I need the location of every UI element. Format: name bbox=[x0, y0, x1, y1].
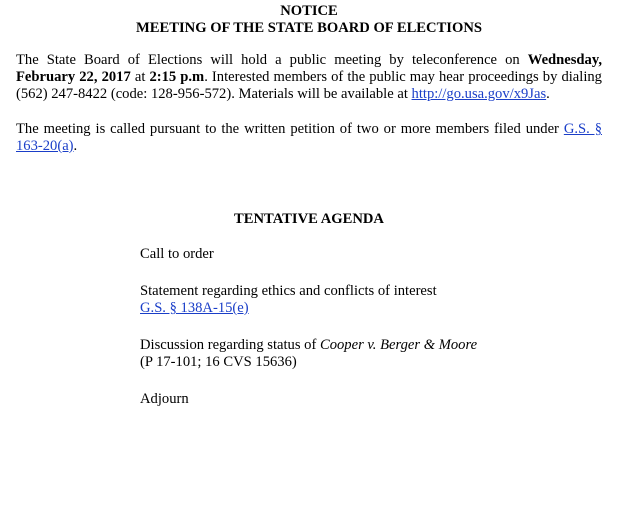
case-name: Cooper v. Berger & Moore bbox=[319, 337, 478, 353]
notice-subtitle: MEETING OF THE STATE BOARD OF ELECTIONS bbox=[136, 20, 482, 36]
meeting-date: Wednesday, February 22, 2017 bbox=[16, 52, 602, 85]
agenda-item-label: Adjourn bbox=[140, 391, 189, 407]
agenda-item-label: Statement regarding ethics and conflicts of interest bbox=[140, 283, 437, 299]
agenda-item-label: Call to order bbox=[140, 246, 214, 262]
agenda-item-adjourn bbox=[140, 391, 602, 408]
materials-link[interactable]: http://go.usa.gov/x9Jas bbox=[411, 86, 547, 102]
agenda-item-call-to-order bbox=[140, 246, 602, 263]
petition-end-punct: . bbox=[73, 138, 78, 154]
meeting-at-text: at bbox=[130, 69, 150, 85]
agenda-list bbox=[140, 246, 602, 408]
agenda-item-case-discussion bbox=[140, 337, 602, 371]
meeting-details-paragraph bbox=[16, 52, 602, 103]
document-page bbox=[16, 0, 602, 428]
agenda-item-label bbox=[140, 337, 602, 354]
agenda-item-label-prefix: Discussion regarding status of bbox=[140, 337, 320, 353]
meeting-dial-text: . Interested members of the public may hear proceedings by dialing (562) 247-8422 (code: 128-956-572). Materials will be available at bbox=[16, 69, 602, 102]
statute-link-163-20a[interactable]: G.S. § 163-20(a) bbox=[16, 121, 602, 154]
agenda-item-ethics-statement bbox=[140, 283, 602, 317]
statute-link-138a-15e[interactable]: G.S. § 138A-15(e) bbox=[140, 300, 249, 316]
agenda-title: TENTATIVE AGENDA bbox=[234, 211, 384, 227]
meeting-time: 2:15 p.m bbox=[149, 69, 205, 85]
petition-paragraph bbox=[16, 121, 602, 155]
notice-title: NOTICE bbox=[280, 3, 338, 19]
meeting-intro-text: The State Board of Elections will hold a public meeting by teleconference on bbox=[16, 52, 528, 68]
case-number: (P 17-101; 16 CVS 15636) bbox=[140, 354, 297, 370]
petition-text: The meeting is called pursuant to the written petition of two or more members filed under bbox=[16, 121, 564, 137]
meeting-end-punct: . bbox=[546, 86, 550, 102]
